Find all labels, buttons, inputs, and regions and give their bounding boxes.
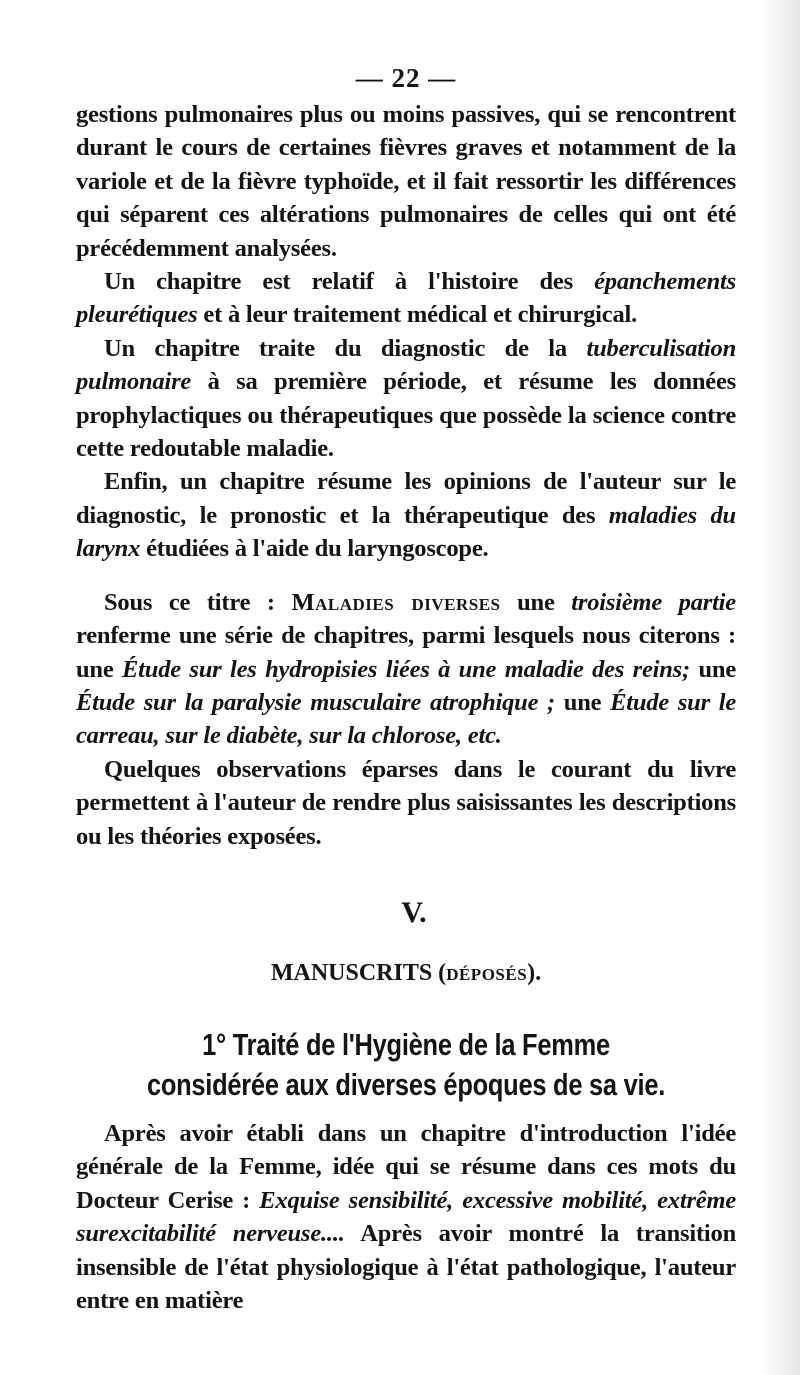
italic-term: troisième partie	[571, 588, 736, 616]
paragraph-text: étudiées à l'aide du laryngoscope.	[140, 535, 489, 563]
paragraph-text: gestions pulmonaires plus ou moins passives, qui se rencontrent durant le cours de certaines fièvres graves et notamment de la variole et de la fièvre typhoïde, et il fait ressortir les différences qui séparent ces altérations pulmonaires de celles qui ont été précédemment analysées.	[76, 101, 736, 262]
page-number: — 22 —	[355, 63, 457, 93]
italic-term: maladies du larynx	[76, 501, 736, 563]
paragraph-text: Après avoir établi dans un chapitre d'introduction l'idée générale de la Femme, idée qui se résume dans ces mots du Docteur Cerise :	[76, 1119, 736, 1214]
paragraph-text: Enfin, un chapitre résume les opinions de l'auteur sur le diagnostic, le pronostic et la thérapeutique des	[76, 468, 736, 529]
document-page	[76, 58, 736, 1317]
section-numeral: V.	[401, 895, 427, 929]
paragraph-text: Sous ce titre :	[104, 588, 292, 616]
section-heading-text: MANUSCRITS (	[270, 959, 447, 986]
page-edge-shadow	[760, 0, 800, 1375]
paragraph-text: et à leur traitement médical et chirurgical.	[197, 301, 638, 329]
paragraph-text: Un chapitre traite du diagnostic de la	[104, 334, 587, 362]
paragraph-tuberculosis	[76, 332, 736, 466]
paragraph-treatise-intro	[76, 1117, 736, 1317]
italic-term: Étude sur la paralysie musculaire atrophique ;	[76, 688, 556, 716]
paragraph-pulmonary-congestions	[76, 98, 736, 265]
paragraph-various-diseases	[76, 586, 736, 753]
paragraph-text: Un chapitre est relatif à l'histoire des	[104, 268, 595, 296]
paragraph-text: à sa première période, et résume les données prophylactiques ou thérapeutiques que possède la science contre cette redoutable maladie.	[76, 368, 736, 463]
paragraph-text: une	[689, 655, 737, 683]
paragraph-pleural-effusions	[76, 265, 736, 332]
paragraph-text: Quelques observations éparses dans le courant du livre permettent à l'auteur de rendre plus saisissantes les descriptions ou les théories exposées.	[76, 755, 736, 850]
section-heading	[76, 953, 736, 993]
italic-term: Étude sur le carreau, sur le diabète, sur la chlorose, etc.	[76, 688, 736, 750]
paragraph-text: une	[555, 688, 611, 716]
paragraph-text: une	[500, 588, 572, 616]
paragraph-observations	[76, 753, 736, 853]
paragraph-larynx	[76, 465, 736, 565]
paragraph-text: Après avoir montré la transition insensible de l'état physiologique à l'état pathologique, l'auteur entre en matière	[76, 1220, 736, 1314]
italic-term: Étude sur les hydropisies liées à une maladie des reins;	[122, 655, 690, 683]
italic-quote: Exquise sensibilité, excessive mobilité, extrême surexcitabilité nerveuse....	[76, 1186, 736, 1248]
treatise-title: 1° Traité de l'Hygiène de la Femme considérée aux diverses époques de sa vie.	[146, 1026, 666, 1102]
italic-term: épanchements pleurétiques	[76, 268, 736, 329]
small-caps-title: Maladies diverses	[291, 588, 501, 616]
italic-term: tuberculisation pulmonaire	[76, 334, 736, 396]
section-heading-end: ).	[527, 959, 542, 986]
section-heading-small: DÉPOSÉS	[446, 964, 528, 984]
paragraph-text: renferme une série de chapitres, parmi lesquels nous citerons : une	[76, 622, 736, 683]
